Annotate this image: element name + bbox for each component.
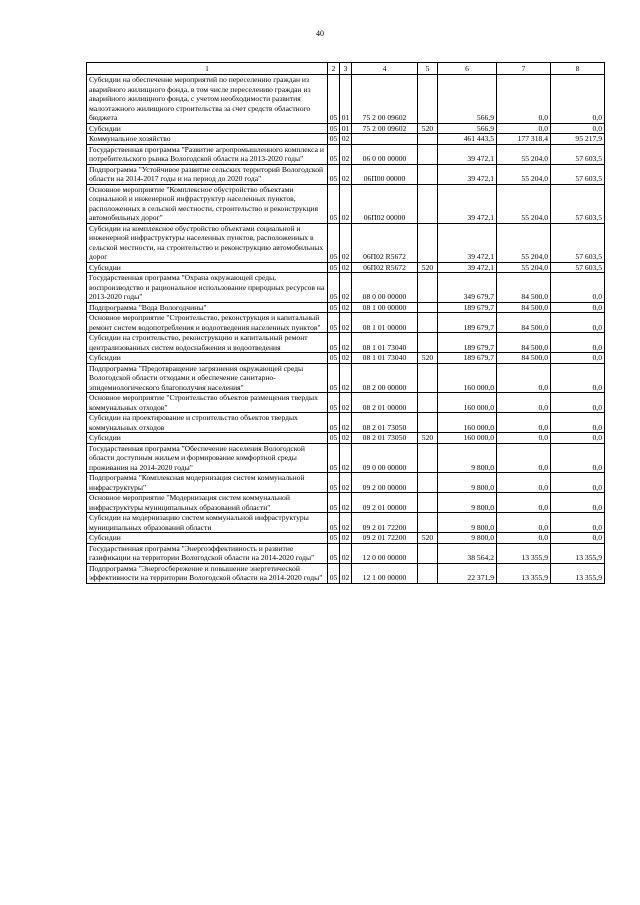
- section-code-cell: 05: [328, 563, 340, 583]
- subsection-code-cell: 02: [340, 443, 352, 473]
- section-code-cell: 05: [328, 223, 340, 262]
- amount-cell-col6: 189 679,7: [438, 302, 497, 313]
- expense-type-cell: 520: [418, 533, 438, 544]
- amount-cell-col7: 55 204,0: [497, 144, 551, 164]
- amount-cell-col8: 0,0: [551, 302, 605, 313]
- amount-cell-col8: 0,0: [551, 473, 605, 493]
- amount-cell-col8: 0,0: [551, 413, 605, 433]
- table-row: [87, 473, 605, 493]
- table-row: [87, 302, 605, 313]
- item-name-cell: Подпрограмма "Энергосбережение и повышение энергетической эффективности на территории Вологодской области на 2014-2020 годы": [87, 563, 328, 583]
- amount-cell-col7: 84 500,0: [497, 353, 551, 364]
- item-name-cell: Коммунальное хозяйство: [87, 134, 328, 145]
- amount-cell-col7: 0,0: [497, 533, 551, 544]
- table-row: [87, 413, 605, 433]
- table-row: [87, 223, 605, 262]
- section-code-cell: 05: [328, 184, 340, 223]
- item-name-cell: Основное мероприятие "Модернизация систем коммунальной инфраструктуры муниципальных образований области": [87, 493, 328, 513]
- subsection-code-cell: 02: [340, 473, 352, 493]
- target-article-cell: 08 1 01 00000: [352, 313, 418, 333]
- section-code-cell: 05: [328, 543, 340, 563]
- section-code-cell: 05: [328, 273, 340, 303]
- column-header: 8: [551, 63, 605, 75]
- expense-type-cell: [418, 363, 438, 393]
- target-article-cell: 06П02 R5672: [352, 223, 418, 262]
- subsection-code-cell: 02: [340, 164, 352, 184]
- expense-type-cell: [418, 413, 438, 433]
- target-article-cell: 09 2 01 72200: [352, 533, 418, 544]
- amount-cell-col7: 84 500,0: [497, 313, 551, 333]
- section-code-cell: 05: [328, 433, 340, 444]
- column-header: 2: [328, 63, 340, 75]
- expense-type-cell: [418, 273, 438, 303]
- target-article-cell: 75 2 00 09602: [352, 75, 418, 124]
- section-code-cell: 05: [328, 473, 340, 493]
- amount-cell-col8: 0,0: [551, 513, 605, 533]
- amount-cell-col6: 160 000,0: [438, 413, 497, 433]
- table-row: [87, 333, 605, 353]
- target-article-cell: 06 0 00 00000: [352, 144, 418, 164]
- amount-cell-col8: 0,0: [551, 333, 605, 353]
- target-article-cell: 08 1 01 73040: [352, 333, 418, 353]
- amount-cell-col7: 84 500,0: [497, 333, 551, 353]
- expense-type-cell: 520: [418, 433, 438, 444]
- amount-cell-col8: 0,0: [551, 353, 605, 364]
- item-name-cell: Основное мероприятие "Строительство объектов размещения твердых коммунальных отходов": [87, 393, 328, 413]
- table-row: [87, 363, 605, 393]
- amount-cell-col6: 39 472,1: [438, 144, 497, 164]
- subsection-code-cell: 02: [340, 302, 352, 313]
- table-row: [87, 262, 605, 273]
- item-name-cell: Подпрограмма "Вода Вологодчины": [87, 302, 328, 313]
- subsection-code-cell: 02: [340, 144, 352, 164]
- amount-cell-col8: 95 217,9: [551, 134, 605, 145]
- amount-cell-col7: 13 355,9: [497, 563, 551, 583]
- subsection-code-cell: 02: [340, 533, 352, 544]
- target-article-cell: 09 2 01 72200: [352, 513, 418, 533]
- item-name-cell: Подпрограмма "Устойчивое развитие сельских территорий Вологодской области на 2014-2017 годы и на период до 2020 года": [87, 164, 328, 184]
- subsection-code-cell: 02: [340, 262, 352, 273]
- table-row: [87, 144, 605, 164]
- expense-type-cell: [418, 313, 438, 333]
- amount-cell-col7: 0,0: [497, 493, 551, 513]
- subsection-code-cell: 02: [340, 563, 352, 583]
- amount-cell-col8: 57 603,5: [551, 144, 605, 164]
- table-row: [87, 393, 605, 413]
- amount-cell-col7: 55 204,0: [497, 164, 551, 184]
- expense-type-cell: 520: [418, 123, 438, 134]
- target-article-cell: 06П00 00000: [352, 164, 418, 184]
- subsection-code-cell: 02: [340, 433, 352, 444]
- item-name-cell: Субсидии на модернизацию систем коммунальной инфраструктуры муниципальных образований области: [87, 513, 328, 533]
- amount-cell-col6: 160 000,0: [438, 363, 497, 393]
- item-name-cell: Основное мероприятие "Строительство, реконструкция и капитальный ремонт систем водопотребления и водоотведения населенных пунктов": [87, 313, 328, 333]
- amount-cell-col7: 55 204,0: [497, 262, 551, 273]
- table-row: [87, 433, 605, 444]
- amount-cell-col6: 9 800,0: [438, 473, 497, 493]
- subsection-code-cell: 02: [340, 184, 352, 223]
- target-article-cell: 06П02 00000: [352, 184, 418, 223]
- target-article-cell: 08 2 01 73050: [352, 413, 418, 433]
- table-row: [87, 134, 605, 145]
- amount-cell-col6: 9 800,0: [438, 493, 497, 513]
- subsection-code-cell: 02: [340, 134, 352, 145]
- subsection-code-cell: 02: [340, 273, 352, 303]
- amount-cell-col8: 0,0: [551, 443, 605, 473]
- item-name-cell: Субсидии: [87, 123, 328, 134]
- expense-type-cell: 520: [418, 262, 438, 273]
- expense-type-cell: 520: [418, 353, 438, 364]
- table-row: [87, 123, 605, 134]
- expense-type-cell: [418, 563, 438, 583]
- subsection-code-cell: 01: [340, 123, 352, 134]
- amount-cell-col8: 0,0: [551, 393, 605, 413]
- amount-cell-col8: 0,0: [551, 123, 605, 134]
- section-code-cell: 05: [328, 302, 340, 313]
- section-code-cell: 05: [328, 413, 340, 433]
- table-row: [87, 184, 605, 223]
- target-article-cell: 09 2 01 00000: [352, 493, 418, 513]
- expense-type-cell: [418, 134, 438, 145]
- amount-cell-col8: 57 603,5: [551, 184, 605, 223]
- expense-type-cell: [418, 333, 438, 353]
- table-row: [87, 313, 605, 333]
- amount-cell-col7: 0,0: [497, 443, 551, 473]
- amount-cell-col6: 9 800,0: [438, 533, 497, 544]
- subsection-code-cell: 02: [340, 333, 352, 353]
- item-name-cell: Государственная программа "Энергоэффективность и развитие газификации на территории Вологодской области на 2014-2020 годы": [87, 543, 328, 563]
- expense-type-cell: [418, 513, 438, 533]
- table-row: [87, 273, 605, 303]
- section-code-cell: 05: [328, 393, 340, 413]
- amount-cell-col8: 57 603,5: [551, 164, 605, 184]
- column-header: 5: [418, 63, 438, 75]
- table-row: [87, 533, 605, 544]
- amount-cell-col6: 38 564,2: [438, 543, 497, 563]
- table-row: [87, 443, 605, 473]
- amount-cell-col6: 9 800,0: [438, 513, 497, 533]
- item-name-cell: Подпрограмма "Предотвращение загрязнения окружающей среды Вологодской области отходами и обеспечение санитарно-эпидемиологического благополучия населения": [87, 363, 328, 393]
- expense-type-cell: [418, 144, 438, 164]
- target-article-cell: 06П02 R5672: [352, 262, 418, 273]
- section-code-cell: 05: [328, 313, 340, 333]
- subsection-code-cell: 01: [340, 75, 352, 124]
- target-article-cell: 12 1 00 00000: [352, 563, 418, 583]
- amount-cell-col6: 39 472,1: [438, 164, 497, 184]
- amount-cell-col7: 0,0: [497, 363, 551, 393]
- item-name-cell: Субсидии на проектирование и строительство объектов твердых коммунальных отходов: [87, 413, 328, 433]
- section-code-cell: 05: [328, 533, 340, 544]
- amount-cell-col8: 0,0: [551, 533, 605, 544]
- amount-cell-col8: 57 603,5: [551, 223, 605, 262]
- item-name-cell: Субсидии на комплексное обустройство объектами социальной и инженерной инфраструктуры населенных пунктов, расположенных в сельской местности, на строительство и реконструкцию автомобильных дорог: [87, 223, 328, 262]
- amount-cell-col7: 177 318,4: [497, 134, 551, 145]
- subsection-code-cell: 02: [340, 353, 352, 364]
- amount-cell-col6: 189 679,7: [438, 313, 497, 333]
- column-header: 7: [497, 63, 551, 75]
- item-name-cell: Подпрограмма "Комплексная модернизация систем коммунальной инфраструктуры": [87, 473, 328, 493]
- amount-cell-col8: 13 355,9: [551, 543, 605, 563]
- section-code-cell: 05: [328, 443, 340, 473]
- amount-cell-col8: 0,0: [551, 493, 605, 513]
- expense-type-cell: [418, 184, 438, 223]
- expense-type-cell: [418, 443, 438, 473]
- amount-cell-col6: 189 679,7: [438, 333, 497, 353]
- subsection-code-cell: 02: [340, 393, 352, 413]
- item-name-cell: Субсидии: [87, 533, 328, 544]
- item-name-cell: Государственная программа "Охрана окружающей среды, воспроизводство и рациональное использование природных ресурсов на 2013-2020 годы": [87, 273, 328, 303]
- amount-cell-col6: 461 443,5: [438, 134, 497, 145]
- amount-cell-col6: 189 679,7: [438, 353, 497, 364]
- section-code-cell: 05: [328, 493, 340, 513]
- section-code-cell: 05: [328, 75, 340, 124]
- target-article-cell: 75 2 00 09602: [352, 123, 418, 134]
- section-code-cell: 05: [328, 363, 340, 393]
- subsection-code-cell: 02: [340, 543, 352, 563]
- amount-cell-col7: 0,0: [497, 513, 551, 533]
- amount-cell-col7: 84 500,0: [497, 302, 551, 313]
- amount-cell-col7: 84 500,0: [497, 273, 551, 303]
- subsection-code-cell: 02: [340, 313, 352, 333]
- amount-cell-col7: 0,0: [497, 413, 551, 433]
- table-row: [87, 543, 605, 563]
- table-row: [87, 75, 605, 124]
- amount-cell-col7: 0,0: [497, 123, 551, 134]
- section-code-cell: 05: [328, 134, 340, 145]
- amount-cell-col6: 9 800,0: [438, 443, 497, 473]
- section-code-cell: 05: [328, 164, 340, 184]
- section-code-cell: 05: [328, 353, 340, 364]
- subsection-code-cell: 02: [340, 363, 352, 393]
- table-row: [87, 493, 605, 513]
- amount-cell-col6: 39 472,1: [438, 262, 497, 273]
- target-article-cell: 08 1 00 00000: [352, 302, 418, 313]
- amount-cell-col8: 0,0: [551, 433, 605, 444]
- item-name-cell: Государственная программа "Развитие агропромышленного комплекса и потребительского рынка Вологодской области на 2013-2020 годы": [87, 144, 328, 164]
- amount-cell-col6: 349 679,7: [438, 273, 497, 303]
- amount-cell-col6: 160 000,0: [438, 433, 497, 444]
- section-code-cell: 05: [328, 333, 340, 353]
- item-name-cell: Субсидии на обеспечение мероприятий по переселению граждан из аварийного жилищного фонда, в том числе переселению граждан из аварийного жилищного фонда, с учетом необходимости развития малоэтажного жилищного строительства за счет средств областного бюджета: [87, 75, 328, 124]
- target-article-cell: 12 0 00 00000: [352, 543, 418, 563]
- expense-type-cell: [418, 473, 438, 493]
- target-article-cell: 09 0 00 00000: [352, 443, 418, 473]
- amount-cell-col6: 566,9: [438, 75, 497, 124]
- expense-type-cell: [418, 393, 438, 413]
- expense-type-cell: [418, 223, 438, 262]
- target-article-cell: 08 2 01 73050: [352, 433, 418, 444]
- target-article-cell: 08 1 01 73040: [352, 353, 418, 364]
- table-row: [87, 164, 605, 184]
- section-code-cell: 05: [328, 144, 340, 164]
- section-code-cell: 05: [328, 123, 340, 134]
- expense-type-cell: [418, 164, 438, 184]
- column-header: 6: [438, 63, 497, 75]
- amount-cell-col8: 0,0: [551, 363, 605, 393]
- table-row: [87, 353, 605, 364]
- column-header: 3: [340, 63, 352, 75]
- amount-cell-col6: 39 472,1: [438, 184, 497, 223]
- expense-type-cell: [418, 302, 438, 313]
- item-name-cell: Субсидии: [87, 433, 328, 444]
- amount-cell-col8: 0,0: [551, 273, 605, 303]
- amount-cell-col6: 160 000,0: [438, 393, 497, 413]
- table-header-row: [87, 63, 605, 75]
- table-row: [87, 513, 605, 533]
- section-code-cell: 05: [328, 262, 340, 273]
- section-code-cell: 05: [328, 513, 340, 533]
- column-header: 4: [352, 63, 418, 75]
- target-article-cell: 08 2 01 00000: [352, 393, 418, 413]
- amount-cell-col7: 55 204,0: [497, 184, 551, 223]
- amount-cell-col7: 13 355,9: [497, 543, 551, 563]
- column-header: 1: [87, 63, 328, 75]
- amount-cell-col6: 39 472,1: [438, 223, 497, 262]
- expense-type-cell: [418, 75, 438, 124]
- target-article-cell: 09 2 00 00000: [352, 473, 418, 493]
- amount-cell-col8: 0,0: [551, 75, 605, 124]
- target-article-cell: [352, 134, 418, 145]
- amount-cell-col8: 57 603,5: [551, 262, 605, 273]
- amount-cell-col7: 55 204,0: [497, 223, 551, 262]
- budget-table: [86, 62, 605, 584]
- target-article-cell: 08 2 00 00000: [352, 363, 418, 393]
- subsection-code-cell: 02: [340, 513, 352, 533]
- item-name-cell: Основное мероприятие "Комплексное обустройство объектами социальной и инженерной инфраструктур населенных пунктов, расположенных в сельской местности, строительство и реконструкция автомобильных дорог": [87, 184, 328, 223]
- amount-cell-col7: 0,0: [497, 433, 551, 444]
- item-name-cell: Субсидии: [87, 353, 328, 364]
- target-article-cell: 08 0 00 00000: [352, 273, 418, 303]
- amount-cell-col6: 22 371,9: [438, 563, 497, 583]
- item-name-cell: Государственная программа "Обеспечение населения Вологодской области доступным жильем и формирование комфортной среды проживания на 2014-2020 годы": [87, 443, 328, 473]
- amount-cell-col8: 13 355,9: [551, 563, 605, 583]
- amount-cell-col8: 0,0: [551, 313, 605, 333]
- amount-cell-col7: 0,0: [497, 75, 551, 124]
- table-row: [87, 563, 605, 583]
- amount-cell-col7: 0,0: [497, 473, 551, 493]
- expense-type-cell: [418, 493, 438, 513]
- page-number: 40: [316, 29, 324, 38]
- subsection-code-cell: 02: [340, 223, 352, 262]
- expense-type-cell: [418, 543, 438, 563]
- amount-cell-col7: 0,0: [497, 393, 551, 413]
- amount-cell-col6: 566,9: [438, 123, 497, 134]
- subsection-code-cell: 02: [340, 413, 352, 433]
- subsection-code-cell: 02: [340, 493, 352, 513]
- item-name-cell: Субсидии: [87, 262, 328, 273]
- item-name-cell: Субсидии на строительство, реконструкцию и капитальный ремонт централизованных систем водоснабжения и водоотведения: [87, 333, 328, 353]
